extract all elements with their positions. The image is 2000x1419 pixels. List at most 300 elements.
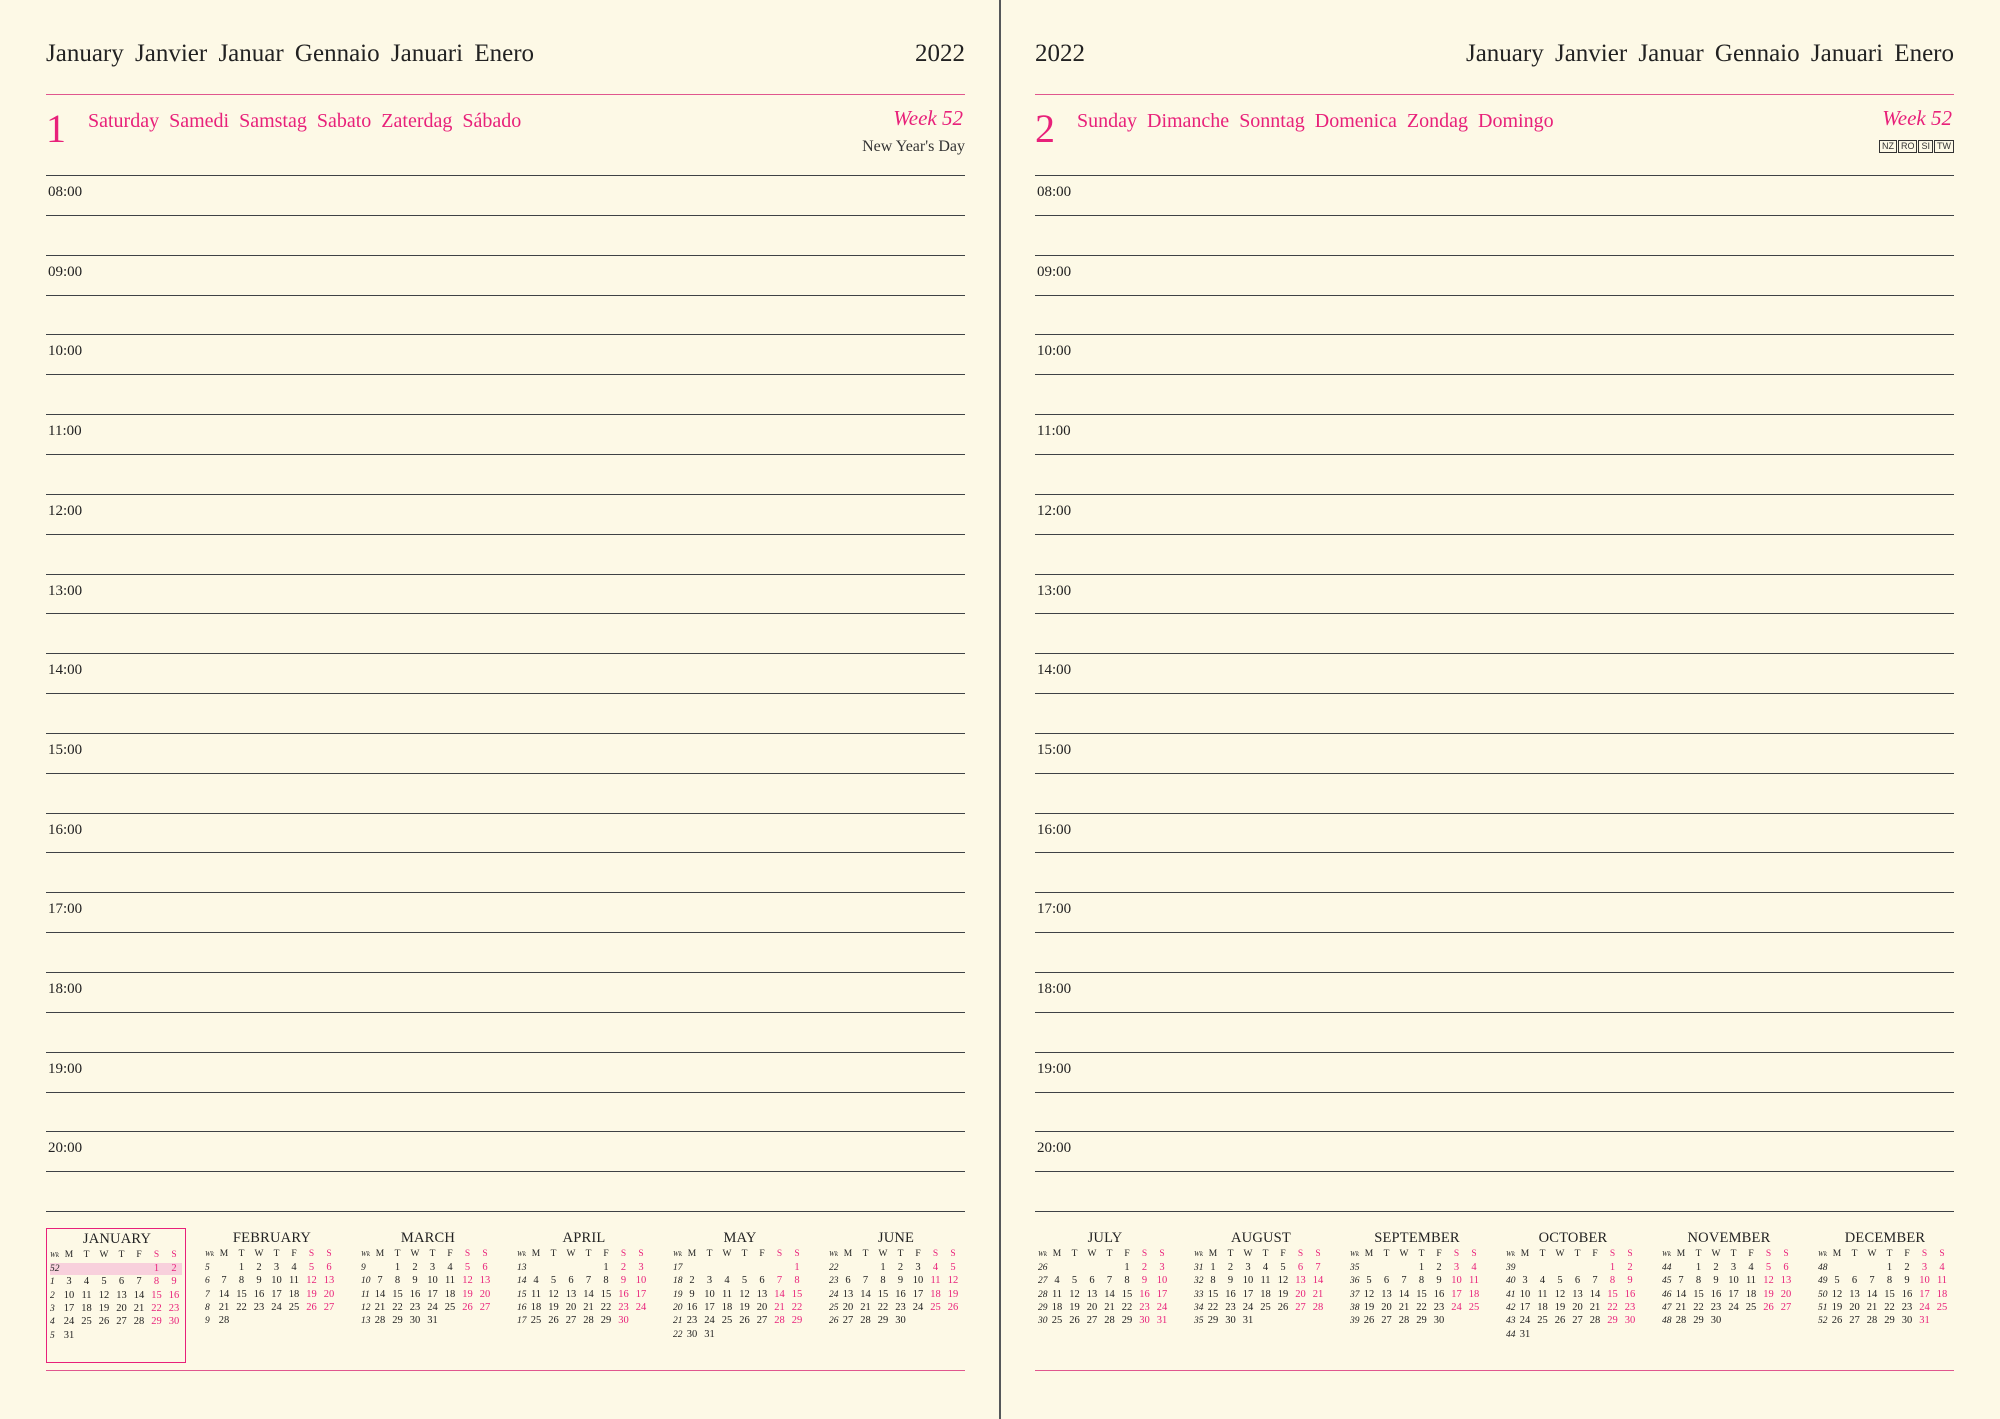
- week-row: [1347, 1275, 1487, 1288]
- week-row: [358, 1315, 498, 1328]
- day-cell: 29: [1884, 1315, 1895, 1327]
- week-row: [826, 1262, 966, 1275]
- weekday-initial: M: [1676, 1249, 1686, 1259]
- time-label: 19:00: [1037, 1060, 1072, 1077]
- weekday-header: [1347, 1248, 1487, 1260]
- week-row: [514, 1275, 654, 1288]
- day-cell: 28: [1398, 1315, 1410, 1327]
- day-cell: 14: [374, 1288, 386, 1300]
- weekday-header: [202, 1248, 342, 1260]
- mini-calendar-december: [1815, 1228, 1955, 1363]
- day-cell: 3: [1453, 1262, 1460, 1273]
- day-cell: 1: [1695, 1262, 1702, 1273]
- week-number: 52: [1818, 1316, 1828, 1327]
- day-cell: 21: [374, 1301, 386, 1313]
- day-cell: 23: [1710, 1301, 1722, 1313]
- weekday-initial: S: [1297, 1249, 1304, 1259]
- day-cell: 30: [895, 1315, 906, 1327]
- weekday-initial: W: [878, 1249, 888, 1259]
- day-cell: 23: [1624, 1301, 1636, 1313]
- day-cell: 15: [1121, 1288, 1133, 1300]
- week-number: 35: [1194, 1316, 1204, 1327]
- day-cell: 8: [1695, 1275, 1702, 1287]
- ruled-line: [1035, 175, 1954, 176]
- day-cell: 8: [1609, 1275, 1616, 1287]
- day-cell: 1: [1124, 1262, 1130, 1273]
- time-label: 14:00: [1037, 662, 1072, 679]
- day-cell: 9: [689, 1288, 695, 1300]
- day-cell: 6: [1851, 1275, 1858, 1287]
- week-number: 8: [205, 1302, 210, 1313]
- day-cell: 30: [1710, 1315, 1722, 1327]
- day-cell: 22: [877, 1301, 889, 1313]
- day-cell: 1: [153, 1263, 160, 1274]
- week-number: 20: [673, 1302, 683, 1313]
- week-number: 18: [673, 1276, 683, 1287]
- day-cell: 1: [794, 1262, 800, 1273]
- ruled-line: [46, 1211, 965, 1212]
- day-cell: 29: [1607, 1315, 1618, 1327]
- week-number: 40: [1506, 1276, 1516, 1287]
- day-cell: 29: [600, 1315, 612, 1327]
- ruled-line: [46, 215, 965, 216]
- week-row: [1191, 1262, 1331, 1275]
- day-cell: 10: [1728, 1275, 1739, 1287]
- week-abbrev: Wk: [1038, 1250, 1047, 1258]
- week-number: 5: [205, 1263, 210, 1273]
- ruled-line: [1035, 693, 1954, 694]
- weekday-initial: S: [794, 1249, 800, 1259]
- day-cell: 28: [583, 1315, 594, 1327]
- week-number: 38: [1350, 1302, 1360, 1313]
- week-row: [47, 1330, 187, 1343]
- mini-calendar-title: MARCH: [400, 1230, 456, 1246]
- day-cell: 3: [273, 1262, 280, 1273]
- day-cell: 7: [862, 1275, 869, 1287]
- weekday-initial: S: [1471, 1249, 1477, 1259]
- week-number: 12: [361, 1302, 371, 1313]
- day-cell: 11: [530, 1288, 542, 1300]
- day-cell: 1: [1418, 1262, 1425, 1273]
- day-cell: 7: [1869, 1275, 1875, 1287]
- day-cell: 18: [1936, 1288, 1948, 1300]
- week-number: 26: [829, 1316, 839, 1327]
- day-cell: 5: [1557, 1275, 1563, 1287]
- week-row: [826, 1302, 966, 1315]
- week-abbrev: Wk: [50, 1251, 59, 1259]
- week-row: [47, 1316, 187, 1329]
- day-cell: 16: [168, 1289, 180, 1301]
- week-label: Week 52: [1882, 106, 1952, 130]
- ruled-line: [46, 574, 965, 575]
- time-label: 10:00: [48, 343, 83, 360]
- day-cell: 20: [1780, 1288, 1792, 1300]
- day-cell: 14: [1398, 1288, 1410, 1300]
- week-abbrev: Wk: [205, 1250, 214, 1258]
- day-cell: 8: [880, 1275, 886, 1287]
- weekday-initial: M: [843, 1249, 853, 1259]
- day-cell: 5: [101, 1276, 107, 1288]
- week-number: 52: [50, 1264, 60, 1274]
- ruled-line: [46, 733, 965, 734]
- weekday-initial: T: [238, 1249, 245, 1259]
- ruled-line: [1035, 892, 1954, 893]
- day-cell: 27: [479, 1301, 491, 1313]
- day-cell: 8: [1210, 1275, 1216, 1287]
- day-cell: 28: [1866, 1315, 1878, 1327]
- day-cell: 19: [1069, 1301, 1080, 1313]
- day-cell: 27: [1295, 1301, 1306, 1313]
- day-cell: 5: [1765, 1262, 1772, 1273]
- weekday-initial: S: [482, 1249, 488, 1259]
- day-cell: 23: [168, 1302, 180, 1314]
- day-cell: 22: [791, 1301, 803, 1313]
- ruled-line: [1035, 454, 1954, 455]
- weekday-initial: T: [741, 1249, 748, 1259]
- day-cell: 22: [1121, 1301, 1133, 1313]
- week-number: 32: [1194, 1276, 1204, 1287]
- day-cell: 20: [1849, 1301, 1860, 1313]
- week-row: [47, 1290, 187, 1303]
- day-cell: 2: [1713, 1262, 1719, 1273]
- time-label: 17:00: [1037, 901, 1072, 918]
- day-names: Saturday Samedi Samstag Sabato Zaterdag Sábado: [88, 110, 522, 132]
- day-cell: 26: [947, 1301, 959, 1313]
- day-cell: 17: [1728, 1288, 1739, 1300]
- day-cell: 5: [550, 1275, 557, 1287]
- weekday-initial: F: [136, 1250, 142, 1260]
- day-cell: 24: [1728, 1301, 1739, 1313]
- day-cell: 17: [427, 1288, 438, 1300]
- day-cell: 15: [1884, 1288, 1895, 1300]
- week-number: 34: [1194, 1302, 1204, 1313]
- day-cell: 25: [1936, 1301, 1948, 1313]
- mini-calendar-title: FEBRUARY: [232, 1230, 312, 1246]
- week-number: 3: [50, 1303, 55, 1314]
- day-cell: 22: [392, 1301, 403, 1313]
- weekday-initial: M: [1832, 1249, 1842, 1259]
- mini-calendar-february: [202, 1228, 342, 1363]
- week-number: 13: [361, 1316, 371, 1327]
- day-cell: 28: [1312, 1301, 1324, 1313]
- weekday-initial: F: [291, 1249, 297, 1259]
- day-cell: 17: [704, 1301, 715, 1313]
- day-cell: 13: [842, 1288, 854, 1300]
- day-cell: 16: [1225, 1288, 1236, 1300]
- day-cell: 28: [860, 1315, 871, 1327]
- day-cell: 2: [620, 1262, 627, 1273]
- week-row: [514, 1302, 654, 1315]
- day-cell: 27: [565, 1315, 577, 1327]
- country-code-badge: SI: [1918, 140, 1933, 153]
- day-cell: 4: [1539, 1275, 1546, 1287]
- week-number: 48: [1818, 1263, 1828, 1273]
- weekday-initial: T: [118, 1250, 125, 1260]
- day-cell: 9: [620, 1275, 627, 1287]
- mini-calendar-september: [1347, 1228, 1487, 1363]
- week-number: 29: [1038, 1302, 1048, 1313]
- time-label: 16:00: [1037, 821, 1072, 838]
- ruled-line: [46, 813, 965, 814]
- week-number: 45: [1662, 1276, 1672, 1287]
- weekday-initial: S: [776, 1249, 783, 1259]
- day-cell: 25: [1745, 1301, 1757, 1313]
- day-cell: 1: [603, 1262, 609, 1273]
- day-cell: 15: [791, 1288, 803, 1300]
- day-cell: 2: [1436, 1262, 1442, 1273]
- week-abbrev: Wk: [361, 1250, 370, 1258]
- day-cell: 5: [741, 1275, 748, 1287]
- week-number: 31: [1194, 1263, 1204, 1273]
- year: 2022: [1035, 40, 1085, 67]
- week-number: 17: [517, 1316, 527, 1327]
- day-cell: 15: [1607, 1288, 1618, 1300]
- week-number: 5: [50, 1330, 55, 1341]
- day-cell: 1: [238, 1262, 245, 1273]
- day-cell: 23: [1225, 1301, 1236, 1313]
- weekday-header: [1035, 1248, 1175, 1260]
- day-cell: 15: [600, 1288, 612, 1300]
- left-page-content: [46, 0, 965, 1419]
- day-cell: 7: [1315, 1262, 1321, 1273]
- weekday-initial: M: [64, 1250, 74, 1260]
- day-cell: 4: [1471, 1262, 1477, 1273]
- week-number: 9: [205, 1316, 210, 1327]
- weekday-initial: S: [308, 1249, 315, 1259]
- day-cell: 20: [1295, 1288, 1306, 1300]
- day-cell: 19: [1831, 1301, 1843, 1313]
- week-abbrev: Wk: [1662, 1250, 1671, 1258]
- week-number: 36: [1350, 1276, 1360, 1287]
- day-cell: 1: [1886, 1262, 1893, 1273]
- weekday-initial: F: [1904, 1249, 1910, 1259]
- day-cell: 26: [1363, 1315, 1375, 1327]
- day-cell: 22: [1884, 1301, 1895, 1313]
- day-cell: 31: [1519, 1328, 1531, 1340]
- week-row: [202, 1289, 342, 1302]
- day-cell: 20: [1381, 1301, 1392, 1313]
- weekday-initial: F: [1124, 1249, 1130, 1259]
- day-cell: 17: [63, 1302, 75, 1314]
- day-cell: 8: [1886, 1275, 1893, 1287]
- day-cell: 21: [860, 1301, 871, 1313]
- week-number: 24: [829, 1289, 839, 1300]
- day-cell: 19: [1763, 1288, 1774, 1300]
- day-cell: 20: [116, 1302, 127, 1314]
- ruled-line: [1035, 613, 1954, 614]
- ruled-line: [1035, 295, 1954, 296]
- time-label: 11:00: [48, 423, 82, 440]
- holiday-label: New Year's Day: [862, 138, 965, 155]
- weekday-initial: M: [1364, 1249, 1374, 1259]
- time-label: 11:00: [1037, 423, 1071, 440]
- weekday-initial: F: [1748, 1249, 1754, 1259]
- weekday-initial: S: [1765, 1249, 1772, 1259]
- week-number: 14: [517, 1276, 527, 1287]
- week-row: [826, 1289, 966, 1302]
- right-page: [1000, 0, 2000, 1419]
- day-cell: 11: [721, 1288, 733, 1300]
- day-cell: 21: [1866, 1301, 1878, 1313]
- week-row: [1347, 1315, 1487, 1328]
- day-cell: 7: [221, 1275, 227, 1287]
- week-row: [1191, 1275, 1331, 1288]
- week-number: 43: [1506, 1316, 1516, 1327]
- day-cell: 3: [1522, 1275, 1528, 1287]
- week-row: [670, 1315, 810, 1328]
- month-names: January Janvier Januar Gennaio Januari Enero: [46, 40, 535, 67]
- day-cell: 9: [897, 1275, 904, 1287]
- day-cell: 10: [427, 1275, 438, 1287]
- day-cell: 16: [1901, 1288, 1913, 1300]
- day-cell: 9: [1141, 1275, 1148, 1287]
- day-cell: 3: [66, 1276, 72, 1288]
- time-label: 20:00: [48, 1140, 83, 1157]
- day-cell: 20: [323, 1288, 335, 1300]
- week-row: [1815, 1289, 1955, 1302]
- day-cell: 13: [1295, 1275, 1306, 1287]
- week-row: [1035, 1289, 1175, 1302]
- week-row: [47, 1303, 187, 1316]
- mini-calendar-title: JUNE: [877, 1230, 915, 1246]
- weekday-initial: T: [273, 1249, 280, 1259]
- week-number: 1: [50, 1277, 55, 1288]
- day-cell: 17: [1451, 1288, 1462, 1300]
- weekday-initial: M: [687, 1249, 697, 1259]
- week-number: 22: [673, 1329, 683, 1340]
- day-cell: 30: [409, 1315, 421, 1327]
- day-cell: 4: [1054, 1275, 1060, 1287]
- week-number: 41: [1506, 1289, 1516, 1300]
- day-cell: 29: [791, 1315, 803, 1327]
- weekday-initial: M: [1520, 1249, 1530, 1259]
- day-cell: 2: [1141, 1262, 1148, 1273]
- day-cell: 11: [1051, 1288, 1063, 1300]
- week-row: [1035, 1315, 1175, 1328]
- day-cell: 20: [1572, 1301, 1583, 1313]
- mini-calendar-january: [46, 1228, 186, 1363]
- weekday-initial: W: [1711, 1249, 1721, 1259]
- day-cell: 3: [1921, 1262, 1928, 1273]
- weekday-initial: T: [1383, 1249, 1390, 1259]
- weekday-initial: T: [429, 1249, 436, 1259]
- week-number: 51: [1818, 1302, 1828, 1313]
- time-label: 15:00: [1037, 741, 1072, 758]
- day-cell: 22: [1416, 1301, 1427, 1313]
- ruled-line: [46, 374, 965, 375]
- day-cell: 29: [151, 1316, 162, 1328]
- weekday-header: [358, 1248, 498, 1260]
- weekday-initial: W: [254, 1249, 264, 1259]
- day-cell: 13: [479, 1275, 491, 1287]
- day-cell: 6: [1783, 1262, 1789, 1273]
- day-cell: 11: [1260, 1275, 1271, 1287]
- day-cell: 15: [236, 1288, 247, 1300]
- day-cell: 6: [326, 1262, 332, 1273]
- day-cell: 25: [721, 1315, 733, 1327]
- weekday-initial: T: [83, 1250, 90, 1260]
- week-row: [1347, 1262, 1487, 1275]
- time-label: 09:00: [48, 263, 83, 280]
- day-cell: 16: [895, 1288, 906, 1300]
- ruled-line: [1035, 852, 1954, 853]
- day-cell: 14: [860, 1288, 871, 1300]
- day-cell: 24: [635, 1301, 647, 1313]
- week-row: [358, 1275, 498, 1288]
- week-row: [1503, 1329, 1643, 1342]
- day-cell: 21: [218, 1301, 230, 1313]
- day-cell: 7: [1401, 1275, 1407, 1287]
- ruled-line: [46, 1171, 965, 1172]
- time-label: 14:00: [48, 662, 83, 679]
- day-cell: 17: [1242, 1288, 1254, 1300]
- day-cell: 18: [81, 1302, 92, 1314]
- day-cell: 21: [1398, 1301, 1410, 1313]
- week-row: [1191, 1315, 1331, 1328]
- day-cell: 30: [1624, 1315, 1636, 1327]
- week-row: [1659, 1315, 1799, 1328]
- ruled-line: [1035, 1052, 1954, 1053]
- day-cell: 24: [1519, 1315, 1531, 1327]
- mini-calendar-april: [514, 1228, 654, 1363]
- day-cell: 26: [548, 1315, 559, 1327]
- day-cell: 18: [1468, 1288, 1480, 1300]
- week-number: 17: [673, 1263, 683, 1273]
- ruled-line: [1035, 574, 1954, 575]
- weekday-initial: S: [1939, 1249, 1945, 1259]
- day-cell: 30: [1901, 1315, 1913, 1327]
- week-row: [1659, 1262, 1799, 1275]
- weekday-initial: T: [1730, 1249, 1737, 1259]
- day-cell: 13: [1572, 1288, 1583, 1300]
- ruled-line: [1035, 1012, 1954, 1013]
- weekday-initial: M: [219, 1249, 229, 1259]
- week-row: [1191, 1289, 1331, 1302]
- week-row: [202, 1315, 342, 1328]
- page-header: [46, 40, 965, 76]
- weekday-initial: M: [375, 1249, 385, 1259]
- weekday-initial: S: [620, 1249, 627, 1259]
- week-row: [1503, 1315, 1643, 1328]
- week-abbrev: Wk: [1506, 1250, 1515, 1258]
- mini-calendar-title: NOVEMBER: [1687, 1230, 1771, 1246]
- day-cell: 26: [1831, 1315, 1843, 1327]
- day-cell: 9: [1904, 1275, 1910, 1287]
- week-number: 4: [50, 1317, 55, 1328]
- day-cell: 18: [530, 1301, 542, 1313]
- ruled-line: [46, 255, 965, 256]
- week-abbrev: Wk: [1194, 1250, 1203, 1258]
- day-cell: 28: [218, 1315, 230, 1327]
- day-cell: 14: [1104, 1288, 1115, 1300]
- week-number: 47: [1662, 1302, 1672, 1313]
- day-cell: 11: [930, 1275, 941, 1287]
- day-cell: 7: [585, 1275, 592, 1287]
- day-cell: 25: [930, 1301, 941, 1313]
- ruled-line: [1035, 374, 1954, 375]
- day-cell: 7: [1678, 1275, 1684, 1287]
- week-row: [1035, 1262, 1175, 1275]
- day-cell: 22: [151, 1302, 162, 1314]
- mini-calendar-title: SEPTEMBER: [1374, 1230, 1460, 1246]
- weekday-initial: T: [1227, 1249, 1234, 1259]
- day-cell: 28: [1675, 1315, 1687, 1327]
- ruled-line: [46, 414, 965, 415]
- ruled-line: [1035, 1131, 1954, 1132]
- day-cell: 24: [271, 1301, 282, 1313]
- weekday-initial: F: [915, 1249, 921, 1259]
- ruled-line: [1035, 932, 1954, 933]
